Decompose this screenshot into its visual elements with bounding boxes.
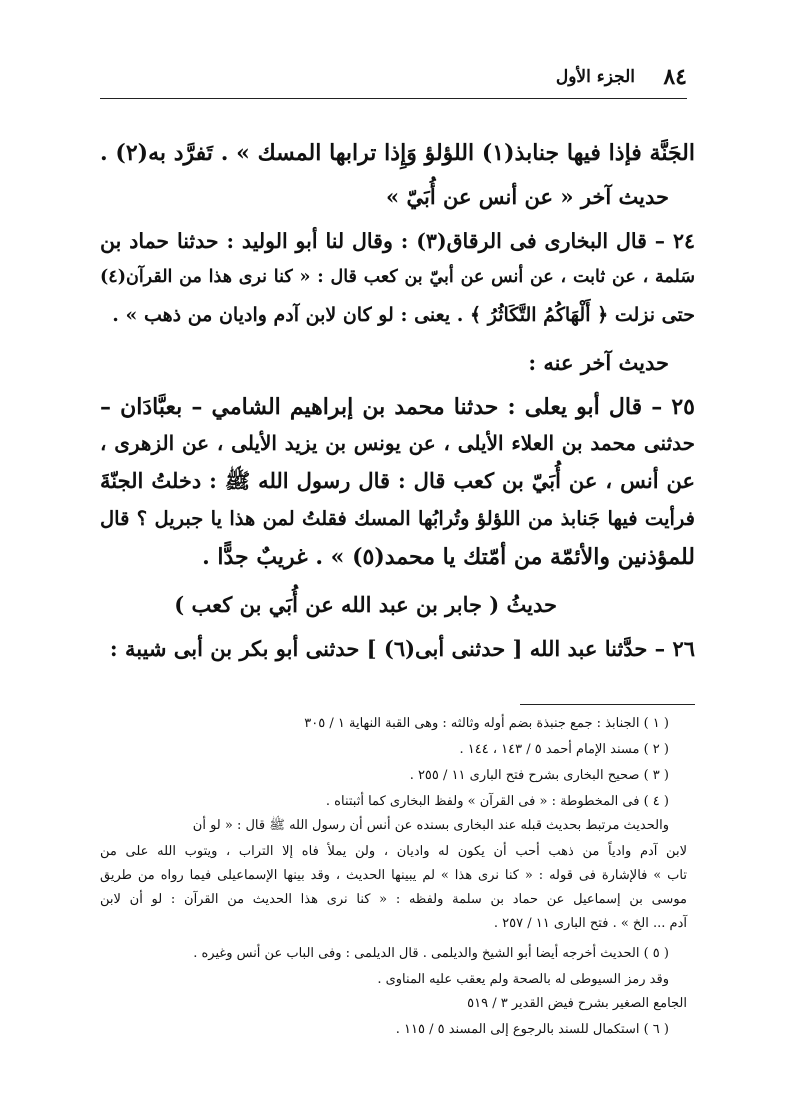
footnote: لابن آدم وادياً من ذهب أحب أن يكون له واديان ، ولن يملأ فاه إلا التراب ، ويتوب الله على من bbox=[100, 844, 687, 859]
body-line: ٢٤ – قال البخارى فى الرقاق(٣) : وقال لنا أبو الوليد : حدثنا حماد بن bbox=[100, 229, 695, 253]
footnote: ( ٦ ) استكمال للسند بالرجوع إلى المسند ٥ / ١١٥ . bbox=[395, 1022, 669, 1037]
body-line: حدثنى محمد بن العلاء الأيلى ، عن يونس بن يزيد الأيلى ، عن الزهرى ، bbox=[100, 431, 695, 455]
section-heading: حديثُ ( جابر بن عبد الله عن أُبَي بن كعب ) bbox=[174, 592, 557, 617]
footnote: ( ٣ ) صحيح البخارى بشرح فتح البارى ١١ / ٢٥٥ . bbox=[409, 768, 669, 783]
footnote: الجامع الصغير بشرح فيض القدير ٣ / ٥١٩ bbox=[467, 996, 687, 1011]
footnote: وقد رمز السيوطى له بالصحة ولم يعقب عليه المناوى . bbox=[377, 972, 669, 987]
footnote: موسى بن إسماعيل عن حماد بن سلمة ولفظه : « كنا نرى هذا الحديث من القرآن : لو أن لابن bbox=[100, 892, 687, 907]
body-line: ٢٦ – حدَّثنا عبد الله [ حدثنى أبى(٦) ] حدثنى أبو بكر بن أبى شيبة : bbox=[109, 636, 695, 661]
part-label: الجزء الأول bbox=[555, 67, 635, 87]
section-heading: حديث آخر « عن أنس عن أُبَيّ » bbox=[386, 184, 669, 209]
body-line: فرأيت فيها جَنابذ من اللؤلؤ وتُرابُها المسك فقلتُ لمن هذا يا جبريل ؟ قال bbox=[100, 507, 695, 530]
footnote: والحديث مرتبط بحديث قبله عند البخارى بسنده عن أنس أن رسول الله ﷺ قال : « لو أن bbox=[192, 818, 669, 833]
footnote-rule bbox=[520, 704, 695, 705]
body-line: حتى نزلت ﴿ أَلْهَاكُمُ التَّكَاثُرُ ﴾ . يعنى : لو كان لابن آدم واديان من ذهب » . bbox=[112, 304, 695, 326]
body-line: للمؤذنين والأئمّة من أمّتك يا محمد(٥) » . غريبٌ جدًّا . bbox=[202, 544, 695, 570]
footnote: ( ٥ ) الحديث أخرجه أيضا أبو الشيخ والديلمى . قال الديلمى : وفى الباب عن أنس وغيره . bbox=[193, 946, 669, 961]
body-line: ٢٥ – قال أبو يعلى : حدثنا محمد بن إبراهيم الشامي – بعبَّادَان – bbox=[100, 394, 695, 420]
page-number: ٨٤ bbox=[663, 64, 687, 90]
footnote: ( ١ ) الجنابذ : جمع جنبذة بضم أوله وثالثه : وهى القبة النهاية ١ / ٣٠٥ bbox=[304, 716, 669, 731]
body-line: عن أنس ، عن أُبَيّ بن كعب قال : قال رسول الله ﷺ : دخلتُ الجنّةَ bbox=[100, 468, 695, 493]
section-heading: حديث آخر عنه : bbox=[528, 350, 669, 375]
body-line: سَلمة ، عن ثابت ، عن أنس عن أبيّ بن كعب قال : « كنا نرى هذا من القرآن(٤) bbox=[100, 267, 695, 287]
header-rule bbox=[100, 98, 687, 99]
footnote: تاب » فالإشارة فى قوله : « كنا نرى هذا » لم يبينها الحديث ، وقد بينها الإسماعيلى فيما رواه من طريق bbox=[100, 868, 687, 883]
body-line: الجَنَّة فإذا فيها جنابذ(١) اللؤلؤ وَإِذا ترابها المسك » . تَفرَّد به(٢) . bbox=[100, 140, 696, 166]
footnote: ( ٢ ) مسند الإمام أحمد ٥ / ١٤٣ ، ١٤٤ . bbox=[459, 742, 669, 757]
page-header bbox=[100, 64, 687, 92]
footnote: ( ٤ ) فى المخطوطة : « فى القرآن » ولفظ البخارى كما أثبتناه . bbox=[325, 794, 669, 809]
footnote: آدم ... الخ » . فتح البارى ١١ / ٢٥٧ . bbox=[493, 916, 687, 931]
